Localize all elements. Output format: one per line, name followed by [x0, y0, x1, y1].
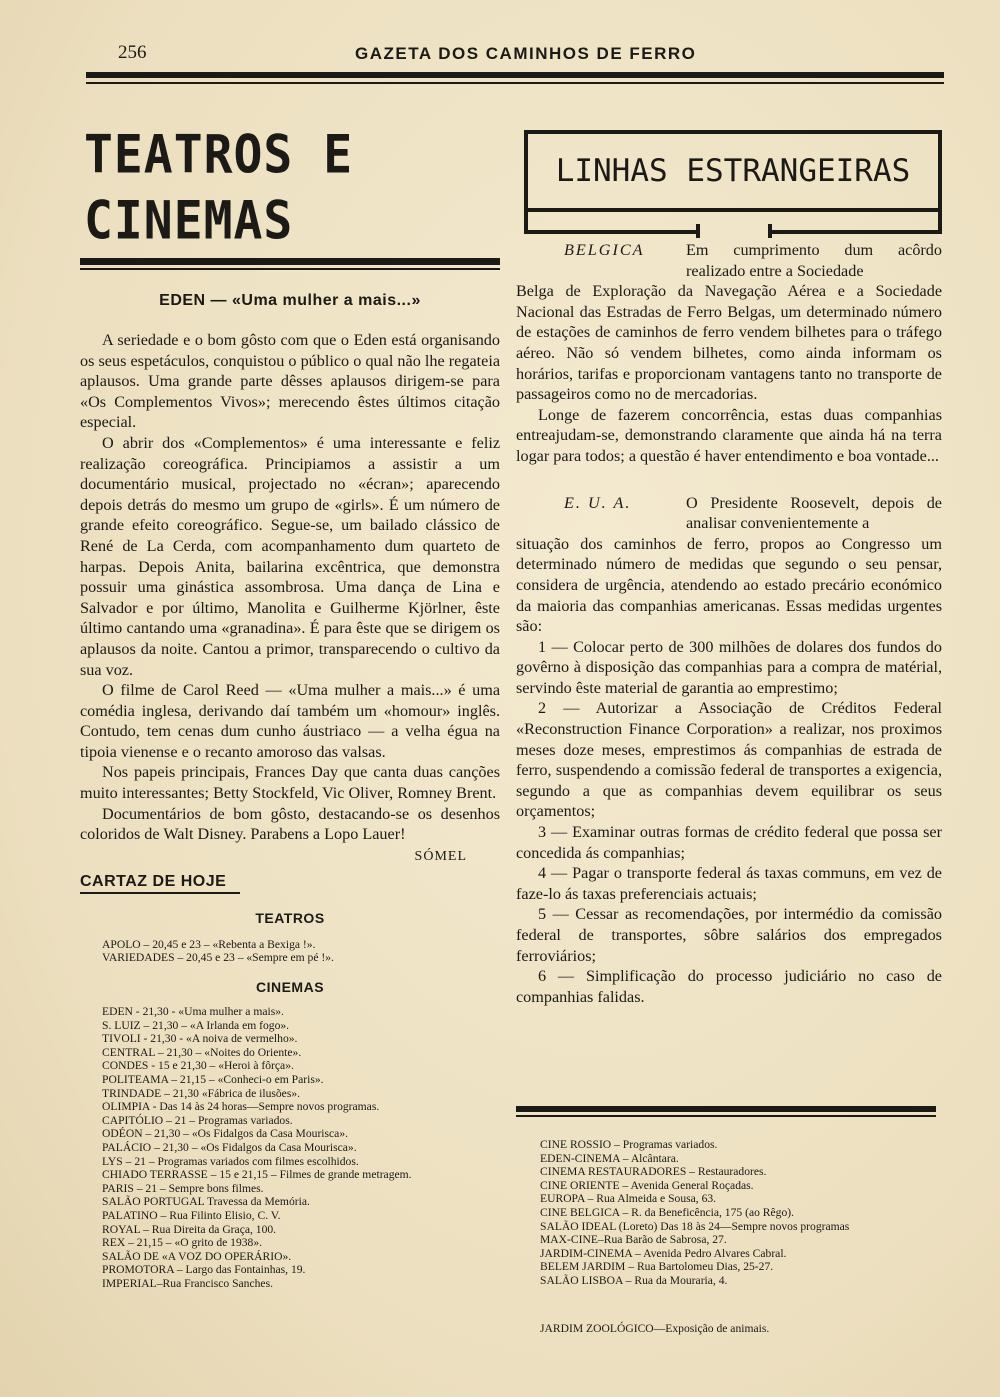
list-item: S. LUIZ – 21,30 – «A Irlanda em fogo». — [102, 1018, 290, 1032]
country-label-eua: E. U. A. — [564, 493, 632, 512]
list-item: PALATINO – Rua Filinto Elisio, C. V. — [102, 1208, 281, 1222]
paragraph: A seriedade e o bom gôsto com que o Eden está organisando os seus espetáculos, conquistou o público o qual não lhe regateia aplausos. Uma grande parte dêsses aplausos dirigem-se para «Os Complementos Vivos»; merecendo êstes últimos citação especial. — [80, 331, 500, 432]
paragraph: O filme de Carol Reed — «Uma mulher a mais...» é uma comédia inglesa, derivando daí também um «homour» inglês. Contudo, tem cenas dum cunho áustriaco — a velha égua na tipoia vienense e o recanto amoroso das valsas. — [80, 681, 500, 761]
list-item: POLITEAMA – 21,15 – «Conheci-o em Paris». — [102, 1073, 324, 1086]
numbered-item: 5 — Cessar as recomendações, por intermédio da comissão federal de transportes, sôbre salários dos empregados ferroviários; — [516, 905, 942, 965]
paragraph: O abrir dos «Complementos» é uma interessante e feliz realização coreográfica. Principiamos a assistir a um documentário musical, projectado no «écran»; aparecendo depois detrás do mesmo um grupo de «girls». É um número de grande efeito coreográfico. Segue-se, um bailado clássico de René de La Cerda, com acompanhamento dum quarteto de harpas. Depois Anita, bailarina excêntrica, que demonstra possuir uma ginástica assombrosa. Uma dança de Lina e Salvador e por último, Manolita e Guilherme Kjörlner, êste último cantando uma «granadina». É para êste que se dirigem os aplausos da noite. Cantou a primor, transparecendo o cultivo da sua voz. — [80, 433, 500, 679]
list-item: MAX-CINE–Rua Barão de Sabrosa, 27. — [540, 1233, 727, 1247]
left-column — [80, 120, 500, 1291]
cartaz-underline — [80, 892, 240, 894]
list-item: OLIMPIA - Das 14 às 24 horas—Sempre novos programas. — [102, 1100, 380, 1114]
list-item: SALÃO LISBOA – Rua da Mouraria, 4. — [540, 1273, 728, 1287]
numbered-item: 6 — Simplificação do processo judiciário no caso de companhias falidas. — [516, 967, 942, 1006]
paragraph: Belga de Exploração da Navegação Aérea e a Sociedade Nacional das Estradas de Ferro Belgas, um determinado número de estações de caminhos de ferro vendem bilhetes para o tráfego aéreo. Não só vendem bilhetes, como ainda informam os horários, tarifas e proporcionam vantagens tanto no transporte de passageiros como no de mercadorias. — [516, 282, 942, 404]
list-item: CENTRAL – 21,30 – «Noites do Oriente». — [102, 1045, 302, 1059]
title-rule-thin — [80, 268, 500, 270]
list-item: CINEMA RESTAURADORES – Restauradores. — [540, 1165, 767, 1179]
numbered-item: 4 — Pagar o transporte federal ás taxas communs, em vez de faze-lo ás taxas preferenciais actuais; — [516, 864, 942, 903]
article-body — [80, 330, 500, 845]
page-number: 256 — [118, 42, 147, 63]
list-item: PARIS – 21 – Sempre bons filmes. — [102, 1181, 264, 1195]
list-item: EDEN - 21,30 - «Uma mulher a mais». — [102, 1005, 284, 1019]
list-item: LYS – 21 – Programas variados com filmes escolhidos. — [102, 1154, 359, 1168]
list-item: CINE ORIENTE – Avenida General Roçadas. — [540, 1178, 754, 1192]
numbered-item: 1 — Colocar perto de 300 milhões de dolares dos fundos do govêrno à disposição das companhias para a compra de matérial, servindo êste material de garantia ao emprestimo; — [516, 637, 942, 697]
paragraph: situação dos caminhos de ferro, propos ao Congresso um determinado número de medidas que segundo o seu pensar, considera de urgência, atendendo ao estado precário económico da maioria das companhias americanas. Essas medidas urgentes são: — [516, 534, 942, 636]
belgica-article — [516, 240, 942, 467]
teatros-list — [102, 938, 500, 965]
list-item: ODÉON – 21,30 – «Os Fidalgos da Casa Mourisca». — [102, 1127, 349, 1141]
list-item: TRINDADE – 21,30 «Fábrica de ilusões». — [102, 1086, 301, 1100]
list-item: APOLO – 20,45 e 23 – «Rebenta a Bexiga !». — [102, 937, 316, 951]
list-item: JARDIM-CINEMA – Avenida Pedro Alvares Cabral. — [540, 1246, 787, 1260]
cartaz-heading: CARTAZ DE HOJE — [80, 872, 227, 890]
cinemas-list-2 — [540, 1138, 849, 1335]
article-subtitle: EDEN — «Uma mulher a mais...» — [159, 292, 421, 309]
title-box-ornament — [524, 212, 942, 238]
paragraph: Longe de fazerem concorrência, estas duas companhias entreajudam-se, demonstrando claramente que ainda há na terra logar para todos; a questão é haver entendimento e boa vontade... — [516, 405, 942, 465]
numbered-item: 2 — Autorizar a Associação de Créditos Federal «Reconstruction Finance Corporation» a realizar, nos proximos meses doze meses, emprestimos ás companhias de estrada de ferro, suspendendo a comissão federal de transportes a exigencia, segundo a que as companhias devem equilibrar os seus orçamentos; — [516, 699, 942, 821]
list-item: SALÃO PORTUGAL Travessa da Memória. — [102, 1195, 310, 1209]
list-item: CONDES - 15 e 21,30 – «Heroi à fôrça». — [102, 1059, 294, 1073]
title-box — [524, 130, 942, 212]
header-rule-top — [86, 72, 944, 78]
list-item: CINE ROSSIO – Programas variados. — [540, 1138, 718, 1151]
list-item: REX – 21,15 – «O grito de 1938». — [102, 1236, 263, 1250]
list-item: ROYAL – Rua Direita da Graça, 100. — [102, 1222, 277, 1236]
cinemas-heading: CINEMAS — [255, 979, 325, 996]
belgica-first-lines: Em cumprimento dum acôrdo realizado entre a Sociedade — [686, 241, 942, 280]
list-item: PROMOTORA – Largo das Fontainhas, 19. — [102, 1263, 306, 1277]
list-item: BELEM JARDIM – Rua Bartolomeu Dias, 25-27. — [540, 1260, 774, 1274]
running-title: GAZETA DOS CAMINHOS DE FERRO — [355, 44, 697, 63]
eua-article — [516, 493, 942, 1008]
paragraph: Nos papeis principais, Frances Day que canta duas canções muito interessantes; Betty Stockfeld, Vic Oliver, Romney Brent. — [80, 763, 500, 803]
section-title-linhas: LINHAS ESTRANGEIRAS — [555, 153, 911, 189]
zoo-listing: JARDIM ZOOLÓGICO—Exposição de animais. — [540, 1321, 770, 1335]
list-item: SALÃO IDEAL (Loreto) Das 18 às 24—Sempre novos programas — [540, 1219, 850, 1233]
list-item: CAPITÓLIO – 21 – Programas variados. — [102, 1113, 293, 1127]
list-item: CINE BELGICA – R. da Beneficência, 175 (ao Rêgo). — [540, 1205, 795, 1219]
paragraph: Documentários de bom gôsto, destacando-se os desenhos coloridos de Walt Disney. Parabens a Lopo Lauer! — [80, 804, 500, 844]
list-item: EDEN-CINEMA – Alcântara. — [540, 1151, 679, 1165]
cinemas-list — [102, 1005, 500, 1290]
right-column — [516, 120, 942, 1007]
country-label-belgica: BELGICA — [564, 241, 645, 259]
list-item: CHIADO TERRASSE – 15 e 21,15 – Filmes de grande metragem. — [102, 1168, 412, 1182]
section-rule — [516, 1106, 936, 1112]
list-item: SALÃO DE «A VOZ DO OPERÁRIO». — [102, 1249, 292, 1263]
title-rule — [80, 258, 500, 265]
header-rule-bottom — [86, 82, 944, 84]
article-signature: SÓMEL — [414, 848, 467, 864]
list-item: EUROPA – Rua Almeida e Sousa, 63. — [540, 1192, 717, 1206]
list-item: IMPERIAL–Rua Francisco Sanches. — [102, 1276, 273, 1290]
eua-first-lines: O Presidente Roosevelt, depois de analisar convenientemente a — [686, 493, 942, 533]
section-title-teatros: TEATROS E CINEMAS — [84, 124, 354, 252]
numbered-item: 3 — Examinar outras formas de crédito federal que possa ser concedida ás companhias; — [516, 823, 942, 862]
list-item: TIVOLI - 21,30 - «A noiva de vermelho». — [102, 1032, 298, 1046]
teatros-heading: TEATROS — [255, 909, 325, 926]
list-item: VARIEDADES – 20,45 e 23 – «Sempre em pé !». — [102, 951, 334, 965]
list-item: PALÁCIO – 21,30 – «Os Fidalgos da Casa Mourisca». — [102, 1140, 357, 1154]
section-rule-thin — [516, 1115, 936, 1117]
